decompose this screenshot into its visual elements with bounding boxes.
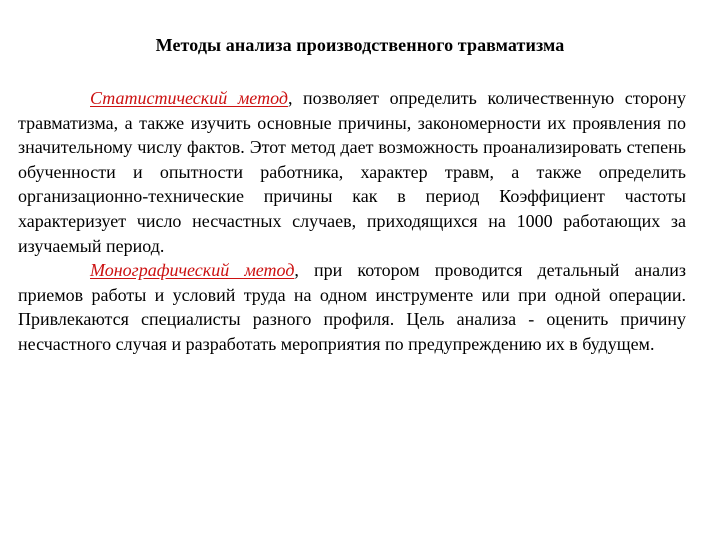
document-body (18, 86, 686, 357)
paragraph-statistical-method-text: , позволяет определить количественную сторону травматизма, а также изучить основные причины, закономерности их проявления по значительному числу фактов. Этот метод дает возможность проанализировать степень обученности и опытности работника, характер травм, а также определить организационно-технические причины как в период Коэффициент частоты характеризует число несчастных случаев, приходящихся на 1000 работающих за изучаемый период. (18, 88, 686, 256)
document-title: Методы анализа производственного травматизма (155, 35, 565, 55)
paragraph-monographic-method (18, 258, 686, 356)
paragraph-statistical-method (18, 86, 686, 258)
term-monographic-method: Монографический метод (90, 260, 295, 281)
paragraph-monographic-method-text: , при котором проводится детальный анализ приемов работы и условий труда на одном инструменте или при одной операции. Привлекаются специалисты разного профиля. Цель анализа - оценить причину несчастного случая и разработать мероприятия по предупреждению их в будущем. (18, 260, 686, 354)
term-statistical-method: Статистический метод (90, 88, 288, 108)
